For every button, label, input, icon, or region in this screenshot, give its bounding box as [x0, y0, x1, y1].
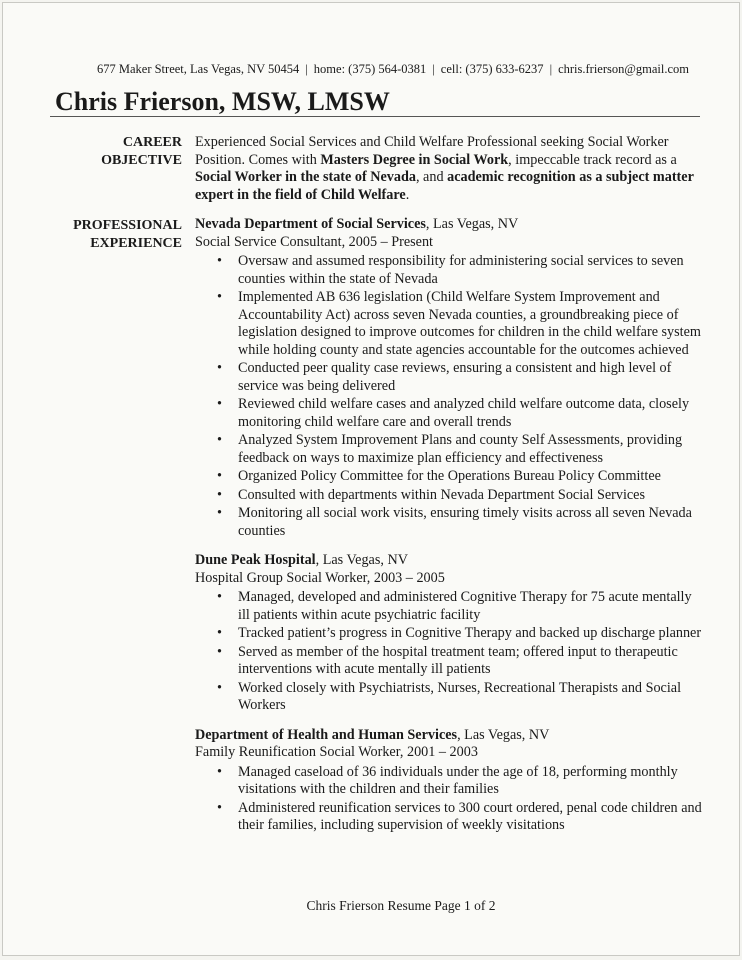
objective-label-line2: OBJECTIVE — [101, 153, 182, 168]
job-title: Family Reunification Social Worker, 2001 – 2003 — [195, 744, 478, 760]
objective-label — [50, 134, 182, 170]
duty-item — [195, 625, 705, 643]
job-duties — [195, 589, 705, 715]
bullet-icon: • — [217, 589, 222, 605]
job-header — [195, 552, 705, 570]
separator: | — [432, 62, 435, 76]
objective-text: Experienced Social Services and Child Welfare Professional seeking Social Worker Position. Comes with Masters Degree in Social Work, impeccable track record as a Social Worker in the state of Nevada, and academic recognition as a subject matter expert in the field of Child Welfare. — [195, 134, 694, 203]
employer-location: , Las Vegas, NV — [457, 726, 550, 743]
duty-text: Managed caseload of 36 individuals under the age of 18, performing monthly visitations with the children and their families — [238, 763, 678, 797]
candidate-name: Chris Frierson, MSW, LMSW — [55, 87, 390, 116]
duty-item — [195, 289, 705, 359]
email: chris.frierson@gmail.com — [558, 62, 689, 76]
experience-label — [50, 217, 182, 253]
duty-text: Analyzed System Improvement Plans and county Self Assessments, providing feedback on ways to maximize plan efficiency and effectiveness — [238, 432, 683, 466]
home-phone: home: (375) 564-0381 — [313, 62, 427, 76]
separator: | — [549, 62, 553, 76]
bullet-icon: • — [217, 505, 222, 521]
duty-text: Tracked patient’s progress in Cognitive Therapy and backed up discharge planner — [238, 625, 702, 641]
duty-item — [195, 644, 705, 679]
experience-label-line1: PROFESSIONAL — [73, 218, 182, 233]
bullet-icon: • — [217, 468, 222, 484]
bullet-icon: • — [217, 432, 222, 448]
address: 677 Maker Street, Las Vegas, NV 50454 — [96, 62, 300, 76]
duty-item — [195, 487, 705, 505]
duty-text: Managed, developed and administered Cognitive Therapy for 75 acute mentally ill patients within acute psychiatric facility — [238, 589, 692, 623]
duty-text: Monitoring all social work visits, ensuring timely visits across all seven Nevada counties — [238, 505, 692, 539]
duty-item — [195, 800, 705, 835]
job-entry — [195, 727, 705, 835]
cell-phone: cell: (375) 633-6237 — [440, 62, 544, 76]
job-entry — [195, 216, 705, 540]
duty-item — [195, 764, 705, 799]
bullet-icon: • — [217, 289, 222, 305]
contact-line — [97, 62, 689, 77]
employer-name: Department of Health and Human Services — [195, 726, 458, 743]
job-header — [195, 727, 705, 745]
duty-text: Oversaw and assumed responsibility for administering social services to seven counties within the state of Nevada — [238, 253, 684, 287]
objective-label-line1: CAREER — [122, 135, 182, 150]
bullet-icon: • — [217, 643, 222, 660]
duty-item — [195, 253, 705, 288]
employer-name: Nevada Department of Social Services — [195, 216, 426, 232]
duty-item — [195, 589, 705, 624]
bullet-icon: • — [217, 360, 222, 376]
job-duties — [195, 764, 705, 835]
bullet-icon: • — [217, 486, 222, 503]
separator: | — [305, 62, 308, 76]
job-title: Social Service Consultant, 2005 – Present — [195, 233, 434, 250]
duty-text: Served as member of the hospital treatment team; offered input to therapeutic interventions with acute mentally ill patients — [238, 643, 678, 677]
duty-text: Administered reunification services to 300 court ordered, penal code children and their families, including supervision of weekly visitations — [238, 799, 702, 833]
duty-text: Conducted peer quality case reviews, ensuring a consistent and high level of service was being delivered — [238, 360, 672, 394]
bullet-icon: • — [217, 799, 222, 816]
job-duties — [195, 253, 705, 540]
duty-item — [195, 396, 705, 431]
duty-item — [195, 360, 705, 395]
employer-name: Dune Peak Hospital — [195, 552, 316, 568]
bullet-icon: • — [217, 625, 222, 641]
duty-item — [195, 432, 705, 467]
job-entry — [195, 552, 705, 715]
employer-location: , Las Vegas, NV — [315, 552, 408, 568]
experience-label-line2: EXPERIENCE — [90, 236, 182, 251]
duty-text: Worked closely with Psychiatrists, Nurses, Recreational Therapists and Social Workers — [238, 679, 682, 713]
duty-text: Consulted with departments within Nevada Department Social Services — [238, 486, 646, 503]
resume-page — [2, 2, 740, 956]
bullet-icon: • — [217, 679, 222, 696]
bullet-icon: • — [217, 763, 222, 780]
duty-item — [195, 680, 705, 715]
employer-location: , Las Vegas, NV — [425, 216, 519, 232]
header-divider — [50, 116, 700, 117]
job-title: Hospital Group Social Worker, 2003 – 2005 — [195, 569, 445, 586]
duty-item — [195, 468, 705, 486]
job-header — [195, 216, 705, 234]
page-footer: Chris Frierson Resume Page 1 of 2 — [306, 898, 496, 913]
bullet-icon: • — [217, 253, 222, 269]
duty-text: Organized Policy Committee for the Operations Bureau Policy Committee — [238, 468, 661, 484]
bullet-icon: • — [217, 396, 222, 412]
experience-list — [195, 216, 705, 847]
duty-text: Reviewed child welfare cases and analyzed child welfare outcome data, closely monitoring child welfare care and overall trends — [238, 396, 690, 430]
duty-item — [195, 505, 705, 540]
duty-text: Implemented AB 636 legislation (Child Welfare System Improvement and Accountability Act) across seven Nevada counties, a groundbreaking piece of legislation designed to improve outcomes for children in the child welfare system while holding county and state agencies accountable for the outcomes achieved — [238, 289, 701, 358]
